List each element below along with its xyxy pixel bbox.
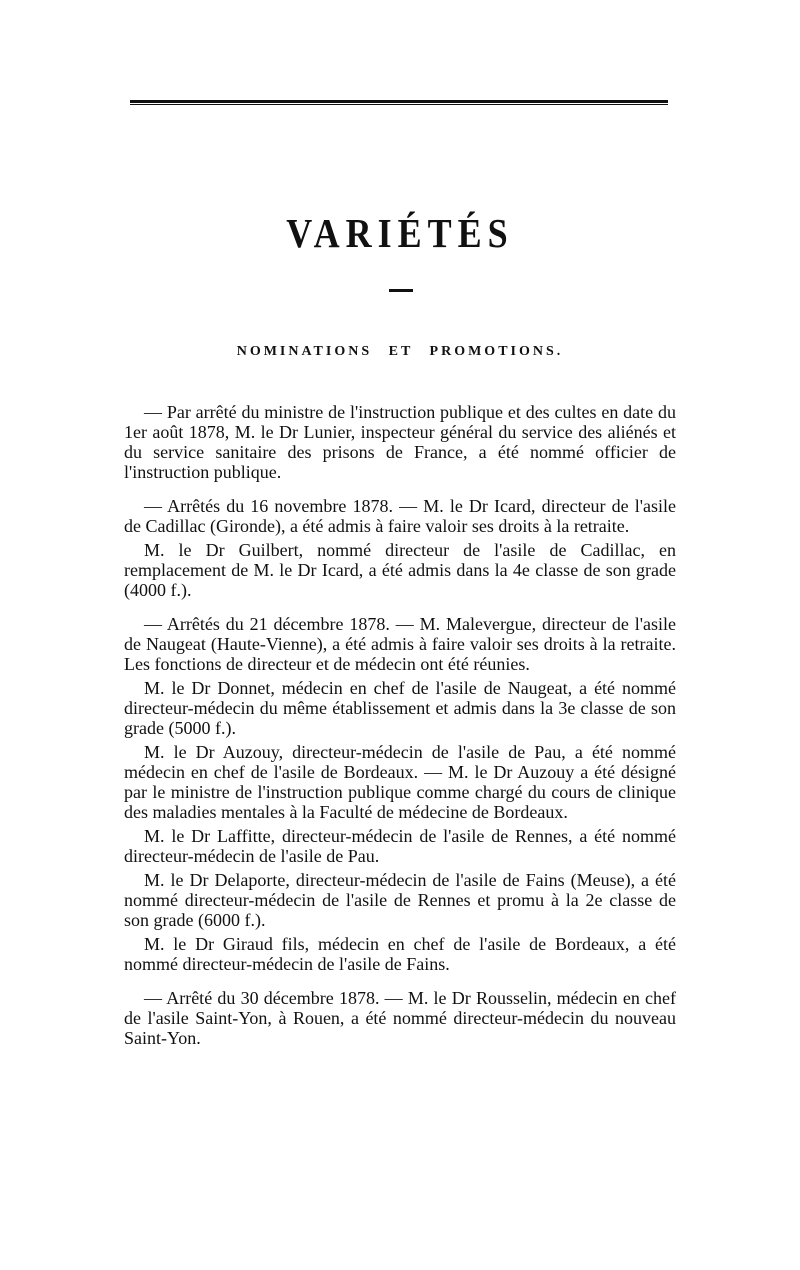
paragraph: M. le Dr Guilbert, nommé directeur de l'asile de Cadillac, en remplacement de M. le Dr Icard, a été admis dans la 4e classe de son grade (4000 f.). — [124, 540, 676, 600]
article-body — [124, 402, 676, 1048]
page-title: VARIÉTÉS — [286, 210, 514, 256]
paragraph: M. le Dr Giraud fils, médecin en chef de l'asile de Bordeaux, a été nommé directeur-médecin de l'asile de Fains. — [124, 934, 676, 974]
paragraph: — Arrêtés du 16 novembre 1878. — M. le Dr Icard, directeur de l'asile de Cadillac (Gironde), a été admis à faire valoir ses droits à la retraite. — [124, 496, 676, 536]
top-double-rule — [130, 100, 668, 105]
paragraph: M. le Dr Laffitte, directeur-médecin de l'asile de Rennes, a été nommé directeur-médecin de l'asile de Pau. — [124, 826, 676, 866]
paragraph: M. le Dr Delaporte, directeur-médecin de l'asile de Fains (Meuse), a été nommé directeur-médecin de l'asile de Rennes et promu à la 2e classe de son grade (6000 f.). — [124, 870, 676, 930]
paragraph: — Par arrêté du ministre de l'instruction publique et des cultes en date du 1er août 1878, M. le Dr Lunier, inspecteur général du service des aliénés et du service sanitaire des prisons de France, a été nommé officier de l'instruction publique. — [124, 402, 676, 482]
paragraph: M. le Dr Auzouy, directeur-médecin de l'asile de Pau, a été nommé médecin en chef de l'asile de Bordeaux. — M. le Dr Auzouy a été désigné par le ministre de l'instruction publique comme chargé du cours de clinique des maladies mentales à la Faculté de médecine de Bordeaux. — [124, 742, 676, 822]
section-heading: NOMINATIONS ET PROMOTIONS. — [236, 344, 564, 359]
paragraph: — Arrêté du 30 décembre 1878. — M. le Dr Rousselin, médecin en chef de l'asile Saint-Yon, à Rouen, a été nommé directeur-médecin du nouveau Saint-Yon. — [124, 988, 676, 1048]
title-divider — [389, 289, 413, 292]
paragraph: M. le Dr Donnet, médecin en chef de l'asile de Naugeat, a été nommé directeur-médecin du même établissement et admis dans la 3e classe de son grade (5000 f.). — [124, 678, 676, 738]
paragraph: — Arrêtés du 21 décembre 1878. — M. Malevergue, directeur de l'asile de Naugeat (Haute-Vienne), a été admis à faire valoir ses droits à la retraite. Les fonctions de directeur et de médecin ont été réunies. — [124, 614, 676, 674]
